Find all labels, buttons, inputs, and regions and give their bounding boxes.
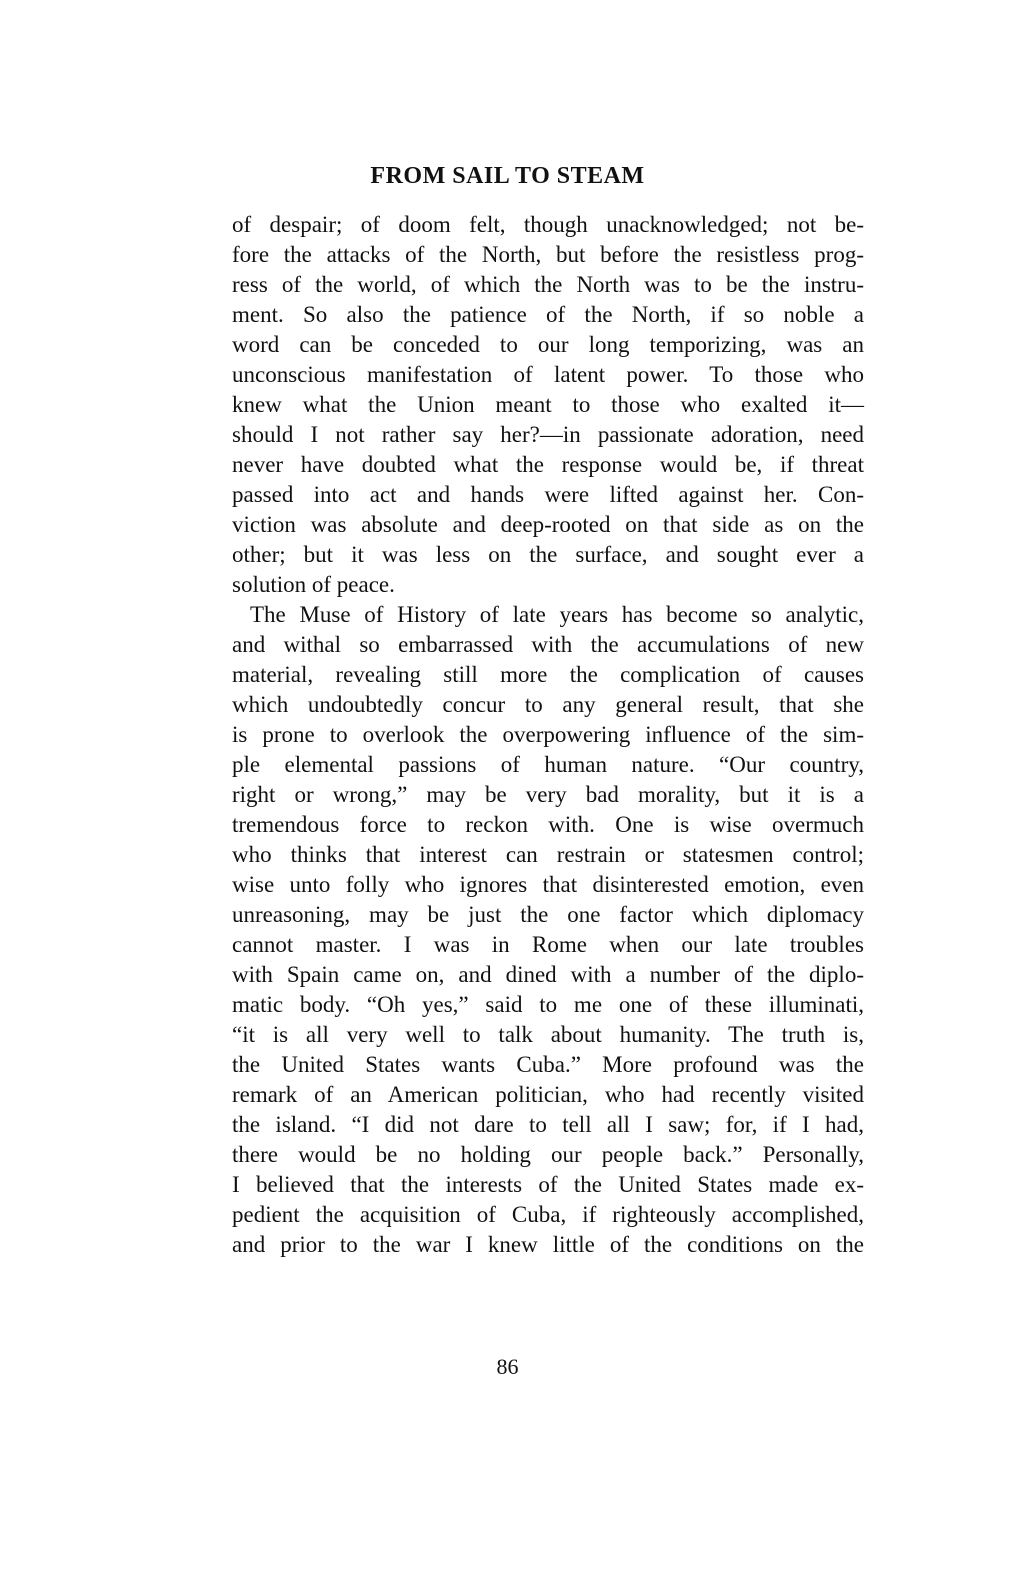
text-line: matic body. “Oh yes,” said to me one of these illuminati,	[232, 992, 864, 1017]
running-head: FROM SAIL TO STEAM	[370, 163, 645, 189]
text-line: which undoubtedly concur to any general result, that she	[232, 692, 864, 717]
text-line: ple elemental passions of human nature. “Our country,	[232, 752, 864, 777]
text-line: unreasoning, may be just the one factor which diplomacy	[232, 902, 864, 927]
text-line: with Spain came on, and dined with a number of the diplo-	[232, 962, 864, 987]
text-line: ress of the world, of which the North was to be the instru-	[232, 272, 864, 297]
paragraph-end-line: solution of peace.	[232, 572, 395, 597]
text-line: “it is all very well to talk about humanity. The truth is,	[232, 1022, 864, 1047]
text-line: pedient the acquisition of Cuba, if righteously accomplished,	[232, 1202, 864, 1227]
text-line: word can be conceded to our long temporizing, was an	[232, 332, 864, 357]
text-line: tremendous force to reckon with. One is wise overmuch	[232, 812, 864, 837]
page-number: 86	[496, 1354, 519, 1379]
text-line: and prior to the war I knew little of the conditions on the	[232, 1232, 864, 1257]
text-line: is prone to overlook the overpowering influence of the sim-	[232, 722, 864, 747]
text-line: I believed that the interests of the United States made ex-	[232, 1172, 864, 1197]
text-line: the United States wants Cuba.” More profound was the	[232, 1052, 864, 1077]
text-line: of despair; of doom felt, though unacknowledged; not be-	[232, 212, 864, 237]
text-line: right or wrong,” may be very bad morality, but it is a	[232, 782, 864, 807]
text-line: passed into act and hands were lifted against her. Con-	[232, 482, 864, 507]
text-line: the island. “I did not dare to tell all I saw; for, if I had,	[232, 1112, 864, 1137]
text-line: wise unto folly who ignores that disinterested emotion, even	[232, 872, 864, 897]
body-text	[232, 210, 864, 1260]
text-line: knew what the Union meant to those who exalted it—	[232, 392, 864, 417]
text-line: fore the attacks of the North, but before the resistless prog-	[232, 242, 864, 267]
text-line: cannot master. I was in Rome when our late troubles	[232, 932, 864, 957]
text-line: ment. So also the patience of the North, if so noble a	[232, 302, 864, 327]
text-line: remark of an American politician, who had recently visited	[232, 1082, 864, 1107]
text-line: and withal so embarrassed with the accumulations of new	[232, 632, 864, 657]
paragraph-start-line: The Muse of History of late years has become so analytic,	[250, 602, 864, 627]
text-line: there would be no holding our people back.” Personally,	[232, 1142, 864, 1167]
text-line: viction was absolute and deep-rooted on that side as on the	[232, 512, 864, 537]
text-line: other; but it was less on the surface, and sought ever a	[232, 542, 864, 567]
text-line: material, revealing still more the complication of causes	[232, 662, 864, 687]
text-line: should I not rather say her?—in passionate adoration, need	[232, 422, 864, 447]
text-line: who thinks that interest can restrain or statesmen control;	[232, 842, 864, 867]
text-line: never have doubted what the response would be, if threat	[232, 452, 864, 477]
text-line: unconscious manifestation of latent power. To those who	[232, 362, 864, 387]
